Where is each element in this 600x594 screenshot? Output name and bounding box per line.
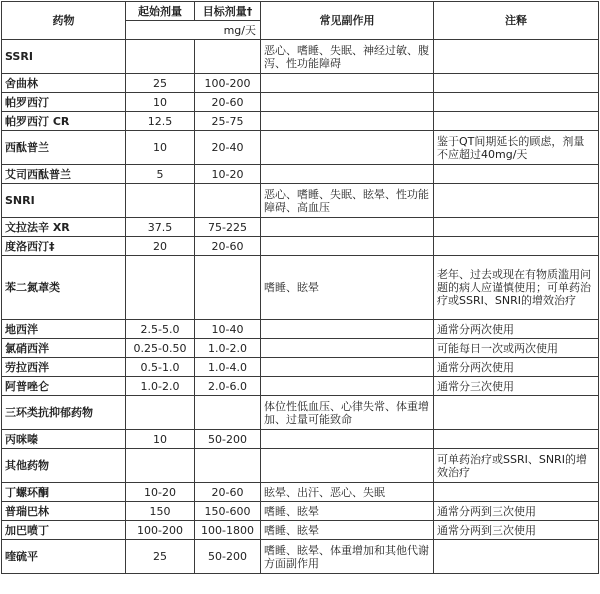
drug-cell: 文拉法辛 XR [2, 218, 126, 237]
side-effects-cell: 嗜睡、眩晕、体重增加和其他代谢方面副作用 [261, 540, 434, 574]
drug-cell: 三环类抗抑郁药物 [2, 396, 126, 430]
table-row [2, 218, 599, 237]
table-row [2, 540, 599, 574]
notes-cell [434, 237, 599, 256]
notes-cell [434, 218, 599, 237]
notes-cell [434, 40, 599, 74]
start-dose-cell: 100-200 [126, 521, 195, 540]
table-row [2, 449, 599, 483]
start-dose-cell: 0.5-1.0 [126, 358, 195, 377]
side-effects-cell: 嗜睡、眩晕 [261, 521, 434, 540]
table-row [2, 93, 599, 112]
table-row [2, 320, 599, 339]
table-row [2, 483, 599, 502]
drug-cell: 丙咪嗪 [2, 430, 126, 449]
start-dose-cell: 20 [126, 237, 195, 256]
drug-cell: 阿普唑仑 [2, 377, 126, 396]
drug-cell: 氯硝西泮 [2, 339, 126, 358]
side-effects-cell: 恶心、嗜睡、失眠、神经过敏、腹泻、性功能障碍 [261, 40, 434, 74]
start-dose-cell [126, 40, 195, 74]
start-dose-cell [126, 449, 195, 483]
side-effects-cell [261, 74, 434, 93]
drug-cell: 丁螺环酮 [2, 483, 126, 502]
notes-cell: 老年、过去或现在有物质滥用问题的病人应谨慎使用；可单药治疗或SSRI、SNRI的增效治疗 [434, 256, 599, 320]
table-row [2, 165, 599, 184]
notes-cell: 通常分两次使用 [434, 320, 599, 339]
start-dose-cell: 0.25-0.50 [126, 339, 195, 358]
side-effects-cell [261, 93, 434, 112]
target-dose-cell: 25-75 [195, 112, 261, 131]
table-row [2, 40, 599, 74]
drug-cell: 喹硫平 [2, 540, 126, 574]
drug-cell: 帕罗西汀 [2, 93, 126, 112]
table-row [2, 184, 599, 218]
drug-table [1, 1, 599, 574]
side-effects-cell: 眩晕、出汗、恶心、失眠 [261, 483, 434, 502]
side-effects-cell: 恶心、嗜睡、失眠、眩晕、性功能障碍、高血压 [261, 184, 434, 218]
target-dose-cell: 20-60 [195, 483, 261, 502]
target-dose-cell: 10-20 [195, 165, 261, 184]
notes-cell [434, 74, 599, 93]
start-dose-cell: 150 [126, 502, 195, 521]
side-effects-cell [261, 377, 434, 396]
drug-cell: 西酞普兰 [2, 131, 126, 165]
notes-cell [434, 483, 599, 502]
drug-cell: SNRI [2, 184, 126, 218]
side-effects-cell [261, 131, 434, 165]
start-dose-cell [126, 184, 195, 218]
target-dose-cell: 20-60 [195, 93, 261, 112]
start-dose-cell: 5 [126, 165, 195, 184]
start-dose-cell: 1.0-2.0 [126, 377, 195, 396]
table-row [2, 339, 599, 358]
header-start-dose: 起始剂量 [126, 2, 195, 21]
drug-cell: 帕罗西汀 CR [2, 112, 126, 131]
side-effects-cell [261, 165, 434, 184]
table-row [2, 502, 599, 521]
drug-cell: 加巴喷丁 [2, 521, 126, 540]
side-effects-cell [261, 320, 434, 339]
start-dose-cell: 25 [126, 74, 195, 93]
start-dose-cell: 25 [126, 540, 195, 574]
drug-cell: SSRI [2, 40, 126, 74]
notes-cell: 通常分三次使用 [434, 377, 599, 396]
start-dose-cell: 10 [126, 430, 195, 449]
table-row [2, 358, 599, 377]
target-dose-cell [195, 396, 261, 430]
target-dose-cell: 1.0-2.0 [195, 339, 261, 358]
header-unit: mg/天 [126, 21, 261, 40]
table-row [2, 131, 599, 165]
notes-cell [434, 184, 599, 218]
target-dose-cell [195, 256, 261, 320]
header-drug: 药物 [2, 2, 126, 40]
notes-cell [434, 112, 599, 131]
notes-cell: 鉴于QT间期延长的顾虑，剂量不应超过40mg/天 [434, 131, 599, 165]
table-row [2, 521, 599, 540]
notes-cell: 可单药治疗或SSRI、SNRI的增效治疗 [434, 449, 599, 483]
target-dose-cell [195, 40, 261, 74]
notes-cell [434, 430, 599, 449]
target-dose-cell: 20-40 [195, 131, 261, 165]
target-dose-cell: 2.0-6.0 [195, 377, 261, 396]
table-row [2, 112, 599, 131]
side-effects-cell: 体位性低血压、心律失常、体重增加、过量可能致命 [261, 396, 434, 430]
target-dose-cell: 1.0-4.0 [195, 358, 261, 377]
table-row [2, 256, 599, 320]
header-target-dose: 目标剂量† [195, 2, 261, 21]
drug-cell: 艾司西酞普兰 [2, 165, 126, 184]
drug-cell: 苯二氮䓬类 [2, 256, 126, 320]
notes-cell: 通常分两次使用 [434, 358, 599, 377]
target-dose-cell: 75-225 [195, 218, 261, 237]
start-dose-cell: 10-20 [126, 483, 195, 502]
side-effects-cell [261, 112, 434, 131]
side-effects-cell [261, 358, 434, 377]
start-dose-cell [126, 396, 195, 430]
drug-cell: 其他药物 [2, 449, 126, 483]
target-dose-cell: 10-40 [195, 320, 261, 339]
drug-cell: 舍曲林 [2, 74, 126, 93]
table-row [2, 74, 599, 93]
target-dose-cell [195, 184, 261, 218]
start-dose-cell: 37.5 [126, 218, 195, 237]
target-dose-cell: 20-60 [195, 237, 261, 256]
target-dose-cell: 50-200 [195, 430, 261, 449]
side-effects-cell [261, 339, 434, 358]
table-row [2, 396, 599, 430]
side-effects-cell: 嗜睡、眩晕 [261, 256, 434, 320]
drug-cell: 普瑞巴林 [2, 502, 126, 521]
drug-cell: 劳拉西泮 [2, 358, 126, 377]
drug-cell: 地西泮 [2, 320, 126, 339]
side-effects-cell [261, 430, 434, 449]
notes-cell [434, 540, 599, 574]
notes-cell: 通常分两到三次使用 [434, 502, 599, 521]
notes-cell: 通常分两到三次使用 [434, 521, 599, 540]
table-row [2, 377, 599, 396]
notes-cell [434, 396, 599, 430]
target-dose-cell: 150-600 [195, 502, 261, 521]
notes-cell: 可能每日一次或两次使用 [434, 339, 599, 358]
side-effects-cell: 嗜睡、眩晕 [261, 502, 434, 521]
table-row [2, 430, 599, 449]
header-notes: 注释 [434, 2, 599, 40]
target-dose-cell: 50-200 [195, 540, 261, 574]
target-dose-cell [195, 449, 261, 483]
start-dose-cell: 12.5 [126, 112, 195, 131]
start-dose-cell [126, 256, 195, 320]
table-row [2, 237, 599, 256]
start-dose-cell: 10 [126, 93, 195, 112]
side-effects-cell [261, 237, 434, 256]
side-effects-cell [261, 218, 434, 237]
drug-cell: 度洛西汀‡ [2, 237, 126, 256]
header-side-effects: 常见副作用 [261, 2, 434, 40]
start-dose-cell: 2.5-5.0 [126, 320, 195, 339]
notes-cell [434, 165, 599, 184]
start-dose-cell: 10 [126, 131, 195, 165]
notes-cell [434, 93, 599, 112]
target-dose-cell: 100-1800 [195, 521, 261, 540]
target-dose-cell: 100-200 [195, 74, 261, 93]
side-effects-cell [261, 449, 434, 483]
